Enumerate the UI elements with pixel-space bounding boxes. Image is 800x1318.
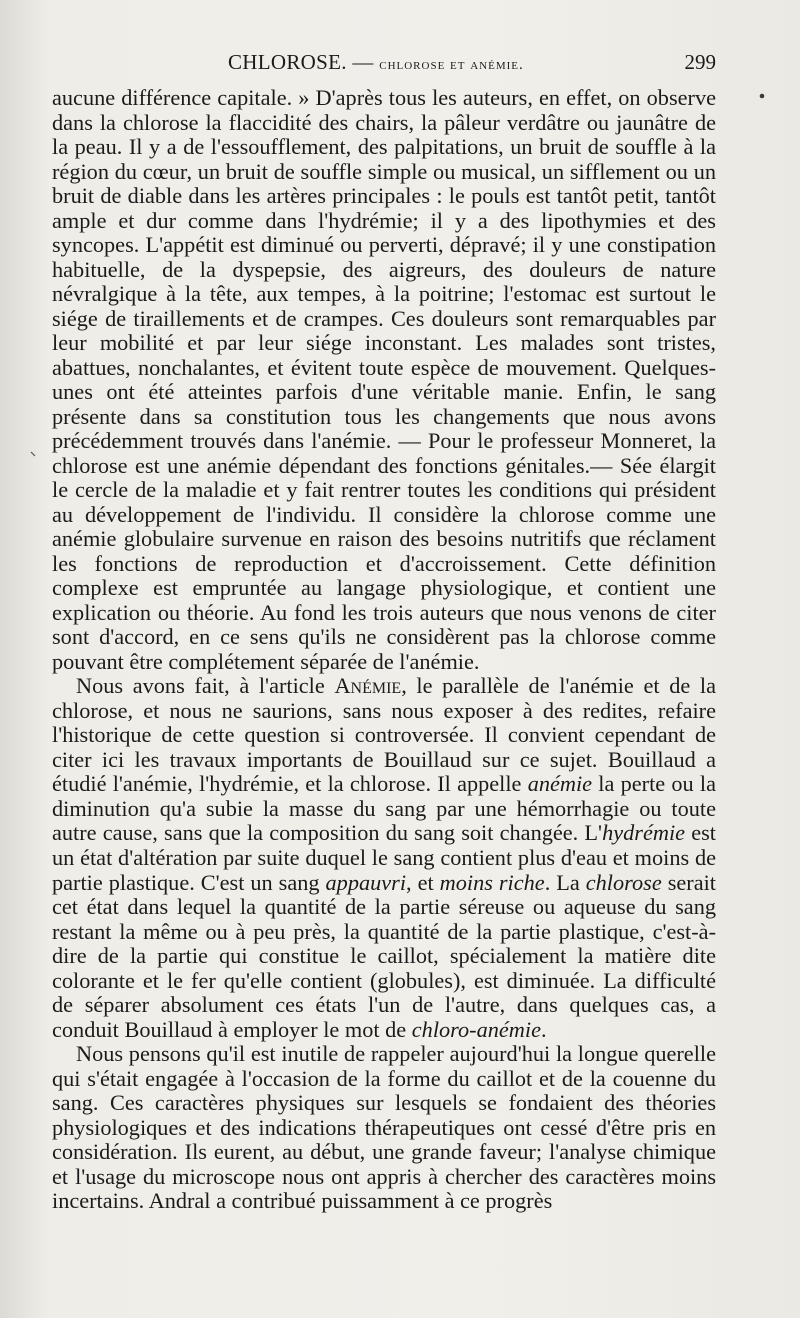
emphasis-term: chlorose	[585, 869, 662, 895]
margin-dot-mark	[760, 94, 765, 99]
text-run: est un état d'altération par suite duquel le sang contient plus d'eau et moins de partie plastique. C'est un sang	[52, 820, 717, 895]
text-run: aucune différence capitale. » D'après tous les auteurs, en effet, on observe dans la chlorose la flaccidité des chairs, la pâleur verdâtre ou jaunâtre de la peau. Il y a de l'essoufflement, des palpitations, un bruit de souffle à la région du cœur, un bruit de souffle simple ou musical, un sifflement ou un bruit de diable dans les artères principales : le pouls est tantôt petit, tantôt ample et dur comme dans l'hydrémie; il y a des lipothymies et des syncopes. L'appétit est diminué ou perverti, dépravé; il y une constipation habituelle, de la dyspepsie, des aigreurs, des douleurs de nature névralgique à la tête, aux tempes, à la poitrine; l'estomac est surtout le siége de tiraillements et de crampes. Ces douleurs sont remarquables par leur mobilité et par leur siége inconstant. Les malades sont tristes, abattues, nonchalantes, et évitent toute espèce de mouvement. Quelques-unes ont été atteintes parfois d'une véritable manie. Enfin, le sang présente dans sa constitution tous les changements que nous avons précédemment trouvés dans l'anémie. — Pour le professeur Monneret, la chlorose est une anémie dépendant des fonctions génitales.— Sée élargit le cercle de la maladie et y fait rentrer toutes les conditions qui président au développement de l'individu. Il considère la chlorose comme une anémie globulaire survenue en raison des besoins nutritifs que réclament les fonctions de reproduction et d'accroissement. Cette définition complexe est empruntée au langage physiologique, et contient une explication ou théorie. Au fond les trois auteurs que nous venons de citer sont d'accord, en ce sens qu'ils ne considèrent pas la chlorose comme pouvant être complétement séparée de l'anémie.	[52, 85, 716, 674]
article-reference: Anémie	[334, 673, 402, 699]
emphasis-term: appauvri	[325, 869, 407, 895]
text-run: .	[540, 1016, 547, 1042]
running-head-subtitle: chlorose et anémie.	[379, 57, 524, 73]
text-run: , le parallèle de l'anémie et de la chlorose, et nous ne saurions, sans nous exposer à des redites, refaire l'historique de cette question si controversée. Il convient cependant de citer ici les travaux importants de Bouillaud sur ce sujet. Bouillaud a étudié l'anémie, l'hydrémie, et la chlorose. Il appelle	[52, 673, 717, 797]
running-head	[228, 50, 524, 75]
page-header	[52, 50, 716, 84]
text-run: . La	[544, 869, 586, 895]
text-run: la perte ou la diminution qu'a subie la masse du sang par une hémorrhagie ou toute autre cause, sans que la composition du sang soit changée. L'	[52, 771, 716, 846]
text-run: serait cet état dans lequel la quantité de la partie séreuse ou aqueuse du sang restant la même ou à peu près, la quantité de la partie plastique, c'est-à-dire de la partie qui constitue le caillot, spécialement la matière dite colorante et le fer qu'elle contient (globules), est diminuée. La difficulté de séparer absolument ces états l'un de l'autre, dans quelques cas, a conduit Bouillaud à employer le mot de	[52, 869, 716, 1042]
text-run: , et	[406, 869, 440, 895]
emphasis-term: chloro-anémie	[411, 1016, 541, 1042]
running-head-dash: —	[352, 50, 374, 74]
page-number: 299	[684, 50, 716, 74]
emphasis-term: anémie	[527, 771, 593, 797]
text-run: Nous pensons qu'il est inutile de rappeler aujourd'hui la longue querelle qui s'était engagée à l'occasion de la forme du caillot et de la couenne du sang. Ces caractères physiques sur lesquels se fondaient des théories physiologiques et des indications thérapeutiques ont cessé d'être pris en considération. Ils eurent, au début, une grande faveur; l'analyse chimique et l'usage du microscope nous ont appris à chercher des caractères moins incertains. Andral a contribué puissamment à ce progrès	[52, 1041, 716, 1214]
margin-tick-mark	[31, 452, 35, 456]
emphasis-term: moins riche	[439, 869, 545, 895]
body-text	[52, 86, 716, 1214]
running-head-title: CHLOROSE.	[228, 50, 347, 74]
emphasis-term: hydrémie	[602, 820, 686, 846]
text-run: Nous avons fait, à l'article	[76, 673, 335, 699]
paragraph-1	[52, 86, 716, 674]
paragraph-2	[52, 674, 716, 1042]
paragraph-3	[52, 1042, 716, 1214]
